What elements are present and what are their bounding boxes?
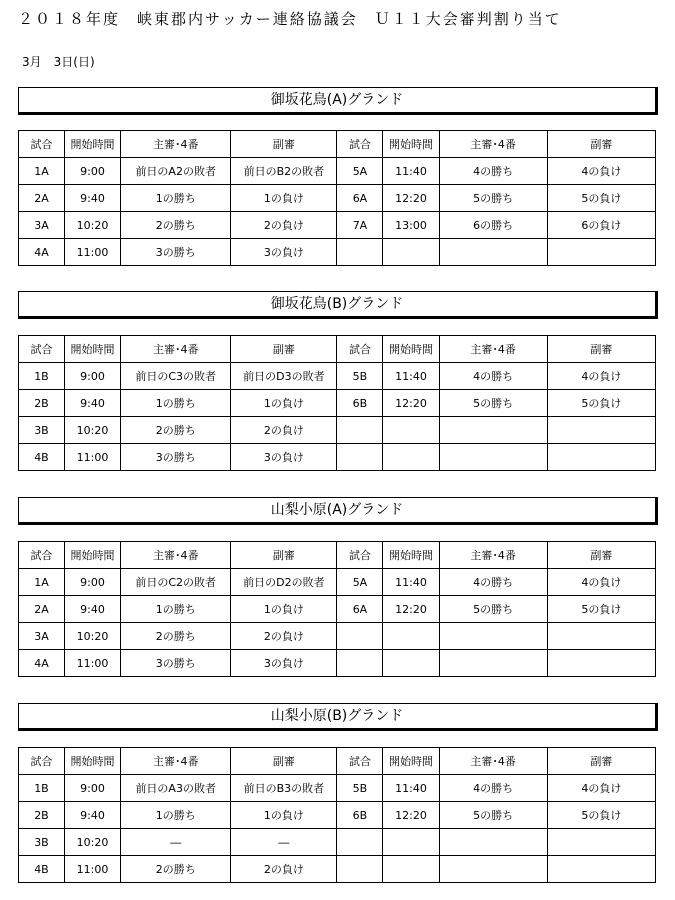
table-cell: 3の勝ち — [121, 444, 231, 471]
table-cell — [383, 650, 439, 677]
table-cell: 3の勝ち — [121, 650, 231, 677]
column-header: 開始時間 — [64, 131, 120, 158]
table-cell: 2の勝ち — [121, 417, 231, 444]
table-cell: ― — [121, 829, 231, 856]
table-cell: 5の負け — [547, 596, 655, 623]
table-cell: 1B — [19, 363, 65, 390]
table-cell: 3A — [19, 623, 65, 650]
table-cell: 2の負け — [231, 623, 337, 650]
table-cell: 5A — [337, 569, 383, 596]
table-cell: 11:40 — [383, 569, 439, 596]
table-cell: 1の勝ち — [121, 185, 231, 212]
table-cell: 5の勝ち — [439, 802, 547, 829]
table-cell — [383, 829, 439, 856]
table-cell: 11:40 — [383, 775, 439, 802]
table-cell: 9:00 — [64, 363, 120, 390]
table-cell: 3の負け — [231, 444, 337, 471]
table-row — [19, 775, 656, 802]
table-cell: 4の負け — [547, 775, 655, 802]
table-cell — [439, 623, 547, 650]
page-title: ２０１８年度 峡東郡内サッカー連絡協議会 Ｕ１１大会審判割り当て — [18, 10, 562, 28]
column-header: 副審 — [231, 336, 337, 363]
table-cell: 2の負け — [231, 856, 337, 883]
table-cell: 6A — [337, 185, 383, 212]
table-cell — [547, 239, 655, 266]
table-cell: ― — [231, 829, 337, 856]
table-header-row — [19, 748, 656, 775]
table-cell — [439, 829, 547, 856]
table-cell: 1B — [19, 775, 65, 802]
table-cell: 5の勝ち — [439, 185, 547, 212]
table-cell: 2の勝ち — [121, 623, 231, 650]
table-cell: 2の勝ち — [121, 212, 231, 239]
table-cell: 6B — [337, 390, 383, 417]
column-header: 試合 — [19, 542, 65, 569]
table-row — [19, 569, 656, 596]
table-cell: 9:00 — [64, 158, 120, 185]
table-cell — [337, 417, 383, 444]
table-cell: 9:40 — [64, 596, 120, 623]
column-header: 試合 — [337, 336, 383, 363]
table-cell: 9:40 — [64, 185, 120, 212]
table-cell: 5B — [337, 363, 383, 390]
column-header: 開始時間 — [64, 542, 120, 569]
table-row — [19, 596, 656, 623]
table-cell — [383, 417, 439, 444]
table-cell — [337, 239, 383, 266]
table-cell: 4A — [19, 650, 65, 677]
table-cell — [383, 444, 439, 471]
column-header: 試合 — [19, 748, 65, 775]
column-header: 主審･4番 — [439, 542, 547, 569]
table-cell: 6の負け — [547, 212, 655, 239]
table-cell: 1の負け — [231, 596, 337, 623]
column-header: 副審 — [547, 542, 655, 569]
table-cell: 11:00 — [64, 239, 120, 266]
table-row — [19, 623, 656, 650]
table-cell: 4の勝ち — [439, 158, 547, 185]
table-row — [19, 185, 656, 212]
column-header: 副審 — [231, 542, 337, 569]
table-row — [19, 650, 656, 677]
table-cell: 2B — [19, 390, 65, 417]
table-cell: 11:00 — [64, 650, 120, 677]
table-cell: 4の勝ち — [439, 775, 547, 802]
table-cell: 3の負け — [231, 650, 337, 677]
table-cell: 2A — [19, 596, 65, 623]
table-cell: 10:20 — [64, 829, 120, 856]
table-cell: 9:00 — [64, 775, 120, 802]
table-cell: 2B — [19, 802, 65, 829]
table-cell: 11:40 — [383, 363, 439, 390]
table-cell: 11:40 — [383, 158, 439, 185]
table-cell: 7A — [337, 212, 383, 239]
table-cell — [383, 623, 439, 650]
match-date: 3月 3日(日) — [22, 55, 95, 69]
table-cell: 3B — [19, 829, 65, 856]
table-row — [19, 239, 656, 266]
table-header-row — [19, 336, 656, 363]
column-header: 開始時間 — [383, 131, 439, 158]
table-row — [19, 856, 656, 883]
table-cell: 4の勝ち — [439, 363, 547, 390]
table-cell — [439, 444, 547, 471]
column-header: 副審 — [547, 336, 655, 363]
column-header: 主審･4番 — [121, 748, 231, 775]
table-cell: 9:00 — [64, 569, 120, 596]
table-cell: 5の勝ち — [439, 596, 547, 623]
table-cell: 2の勝ち — [121, 856, 231, 883]
table-cell: 6の勝ち — [439, 212, 547, 239]
table-cell — [337, 829, 383, 856]
table-cell — [337, 444, 383, 471]
table-cell — [547, 856, 655, 883]
table-cell: 13:00 — [383, 212, 439, 239]
table-cell: 前日のD3の敗者 — [231, 363, 337, 390]
table-cell — [383, 239, 439, 266]
table-cell: 11:00 — [64, 444, 120, 471]
table-cell: 4の勝ち — [439, 569, 547, 596]
column-header: 副審 — [547, 131, 655, 158]
table-cell: 4の負け — [547, 158, 655, 185]
table-cell: 6A — [337, 596, 383, 623]
column-header: 試合 — [337, 748, 383, 775]
table-cell: 5A — [337, 158, 383, 185]
table-cell: 前日のC3の敗者 — [121, 363, 231, 390]
table-cell: 前日のC2の敗者 — [121, 569, 231, 596]
table-cell: 4A — [19, 239, 65, 266]
schedule-table — [18, 130, 656, 266]
column-header: 副審 — [231, 131, 337, 158]
table-cell: 前日のD2の敗者 — [231, 569, 337, 596]
table-cell: 3の負け — [231, 239, 337, 266]
column-header: 主審･4番 — [121, 336, 231, 363]
table-cell — [439, 417, 547, 444]
table-cell — [547, 417, 655, 444]
table-cell — [439, 856, 547, 883]
table-cell — [547, 444, 655, 471]
table-cell: 10:20 — [64, 417, 120, 444]
table-cell: 5の負け — [547, 185, 655, 212]
column-header: 主審･4番 — [439, 748, 547, 775]
column-header: 開始時間 — [64, 748, 120, 775]
table-row — [19, 212, 656, 239]
table-row — [19, 802, 656, 829]
table-cell: 前日のB3の敗者 — [231, 775, 337, 802]
table-cell: 1の勝ち — [121, 390, 231, 417]
table-cell: 2の負け — [231, 212, 337, 239]
table-row — [19, 363, 656, 390]
table-cell: 5B — [337, 775, 383, 802]
schedule-table — [18, 747, 656, 883]
column-header: 開始時間 — [383, 748, 439, 775]
table-cell: 前日のA2の敗者 — [121, 158, 231, 185]
table-cell: 4の負け — [547, 363, 655, 390]
table-cell — [547, 650, 655, 677]
column-header: 試合 — [337, 542, 383, 569]
schedule-table — [18, 541, 656, 677]
table-cell — [337, 856, 383, 883]
venue-heading: 山梨小原(B)グランド — [18, 703, 658, 731]
table-cell — [439, 650, 547, 677]
venue-heading: 御坂花鳥(A)グランド — [18, 87, 658, 115]
table-cell: 1の負け — [231, 802, 337, 829]
schedule-table — [18, 335, 656, 471]
table-cell: 2A — [19, 185, 65, 212]
column-header: 試合 — [19, 336, 65, 363]
table-cell: 4の負け — [547, 569, 655, 596]
table-cell — [337, 650, 383, 677]
table-cell: 10:20 — [64, 623, 120, 650]
column-header: 開始時間 — [64, 336, 120, 363]
column-header: 主審･4番 — [121, 542, 231, 569]
table-cell: 5の負け — [547, 802, 655, 829]
table-cell: 1の負け — [231, 185, 337, 212]
column-header: 主審･4番 — [439, 131, 547, 158]
table-row — [19, 417, 656, 444]
venue-heading: 御坂花鳥(B)グランド — [18, 291, 658, 319]
table-cell: 9:40 — [64, 802, 120, 829]
table-cell: 1の勝ち — [121, 802, 231, 829]
table-cell: 12:20 — [383, 390, 439, 417]
table-header-row — [19, 542, 656, 569]
table-cell: 4B — [19, 856, 65, 883]
table-header-row — [19, 131, 656, 158]
table-cell: 6B — [337, 802, 383, 829]
table-cell — [383, 856, 439, 883]
table-cell: 2の負け — [231, 417, 337, 444]
column-header: 主審･4番 — [439, 336, 547, 363]
table-cell: 3B — [19, 417, 65, 444]
table-cell: 4B — [19, 444, 65, 471]
column-header: 開始時間 — [383, 336, 439, 363]
table-cell: 5の負け — [547, 390, 655, 417]
table-cell: 11:00 — [64, 856, 120, 883]
table-row — [19, 158, 656, 185]
table-cell: 1の勝ち — [121, 596, 231, 623]
column-header: 主審･4番 — [121, 131, 231, 158]
table-cell — [337, 623, 383, 650]
column-header: 副審 — [547, 748, 655, 775]
table-cell: 前日のA3の敗者 — [121, 775, 231, 802]
table-cell: 1A — [19, 569, 65, 596]
table-cell: 前日のB2の敗者 — [231, 158, 337, 185]
column-header: 試合 — [337, 131, 383, 158]
table-row — [19, 390, 656, 417]
column-header: 副審 — [231, 748, 337, 775]
table-cell: 12:20 — [383, 596, 439, 623]
table-cell: 3A — [19, 212, 65, 239]
table-cell: 12:20 — [383, 802, 439, 829]
table-cell: 10:20 — [64, 212, 120, 239]
table-cell — [547, 623, 655, 650]
table-cell: 1A — [19, 158, 65, 185]
table-row — [19, 444, 656, 471]
table-cell — [547, 829, 655, 856]
table-cell: 9:40 — [64, 390, 120, 417]
table-cell: 3の勝ち — [121, 239, 231, 266]
table-cell — [439, 239, 547, 266]
venue-heading: 山梨小原(A)グランド — [18, 497, 658, 525]
column-header: 試合 — [19, 131, 65, 158]
table-row — [19, 829, 656, 856]
table-cell: 5の勝ち — [439, 390, 547, 417]
table-cell: 1の負け — [231, 390, 337, 417]
table-cell: 12:20 — [383, 185, 439, 212]
column-header: 開始時間 — [383, 542, 439, 569]
